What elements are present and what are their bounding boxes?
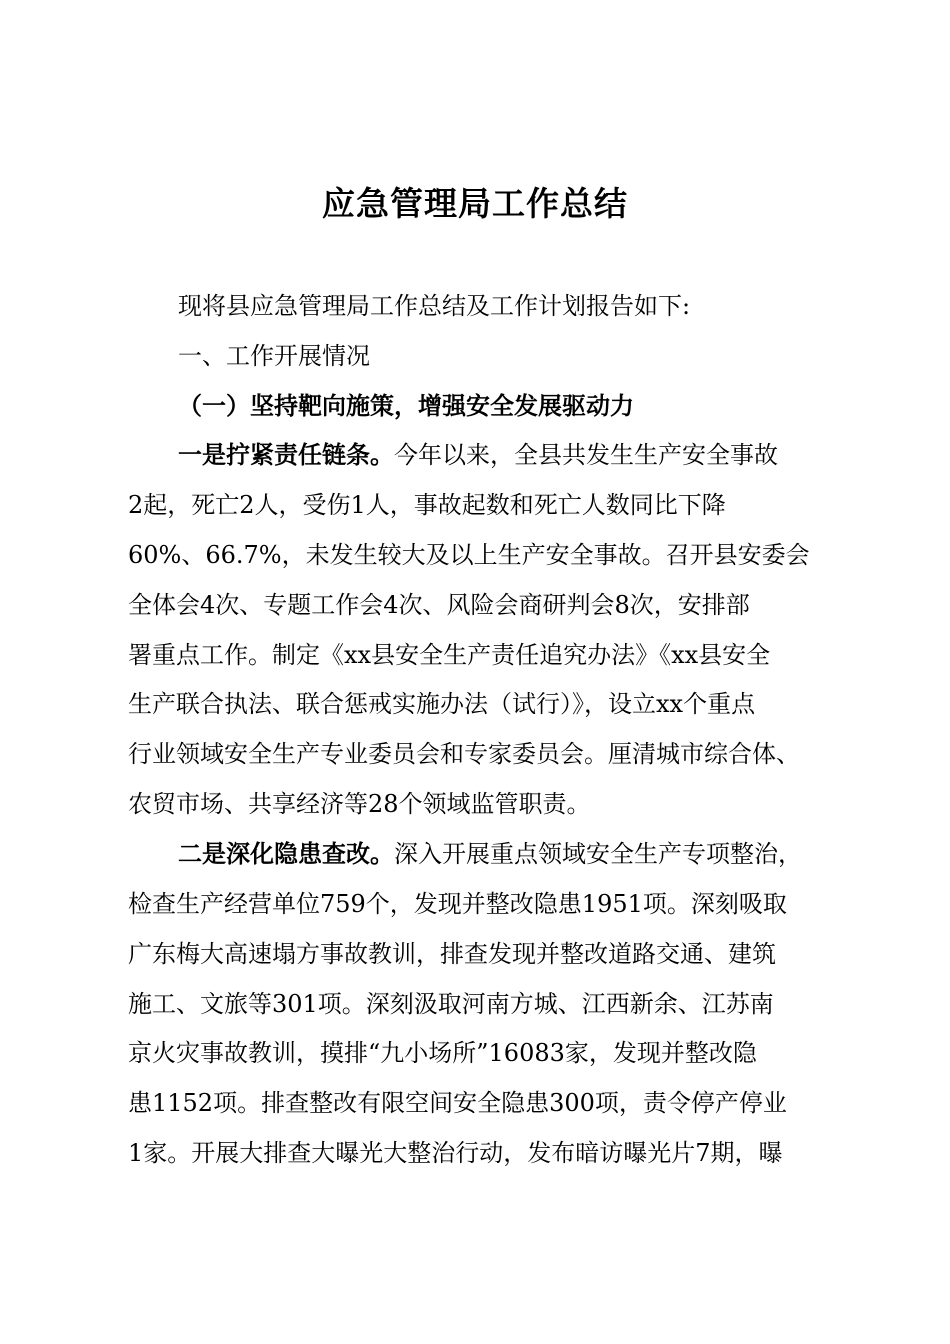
paragraph-line: 署重点工作。制定《xx县安全生产责任追究办法》《xx县安全	[128, 641, 771, 669]
section-heading: 一、工作开展情况	[178, 342, 370, 370]
paragraph-line: 行业领域安全生产专业委员会和专家委员会。厘清城市综合体、	[128, 740, 800, 768]
paragraph-line: 2起，死亡2人，受伤1人，事故起数和死亡人数同比下降	[128, 491, 726, 519]
paragraph-text: 今年以来，全县共发生生产安全事故	[394, 441, 778, 469]
document-title: 应急管理局工作总结	[322, 184, 628, 223]
paragraph-lead: 二是深化隐患查改。	[178, 839, 394, 868]
paragraph-line: 广东梅大高速塌方事故教训，排查发现并整改道路交通、建筑	[128, 940, 776, 968]
paragraph-line: 施工、文旅等301项。深刻汲取河南方城、江西新余、江苏南	[128, 990, 774, 1018]
subsection-heading: （一）坚持靶向施策，增强安全发展驱动力	[178, 391, 634, 420]
paragraph-lead: 一是拧紧责任链条。	[178, 440, 394, 469]
paragraph-line: 检查生产经营单位759个，发现并整改隐患1951项。深刻吸取	[128, 890, 787, 918]
paragraph-line: 1家。开展大排查大曝光大整治行动，发布暗访曝光片7期，曝	[128, 1139, 783, 1167]
paragraph-line	[178, 437, 778, 473]
paragraph-line: 京火灾事故教训，摸排“九小场所”16083家，发现并整改隐	[128, 1039, 757, 1067]
paragraph-line	[178, 836, 802, 872]
paragraph-line: 农贸市场、共享经济等28个领域监管职责。	[128, 790, 591, 818]
intro-text: 现将县应急管理局工作总结及工作计划报告如下:	[178, 292, 691, 320]
paragraph-line: 患1152项。排查整改有限空间安全隐患300项，责令停产停业	[128, 1089, 787, 1117]
paragraph-text: 深入开展重点领域安全生产专项整治，	[394, 840, 802, 868]
paragraph-line: 60%、66.7%，未发生较大及以上生产安全事故。召开县安委会	[128, 541, 810, 569]
paragraph-line: 生产联合执法、联合惩戒实施办法（试行）》，设立xx个重点	[128, 690, 756, 718]
paragraph-line: 全体会4次、专题工作会4次、风险会商研判会8次，安排部	[128, 591, 750, 619]
